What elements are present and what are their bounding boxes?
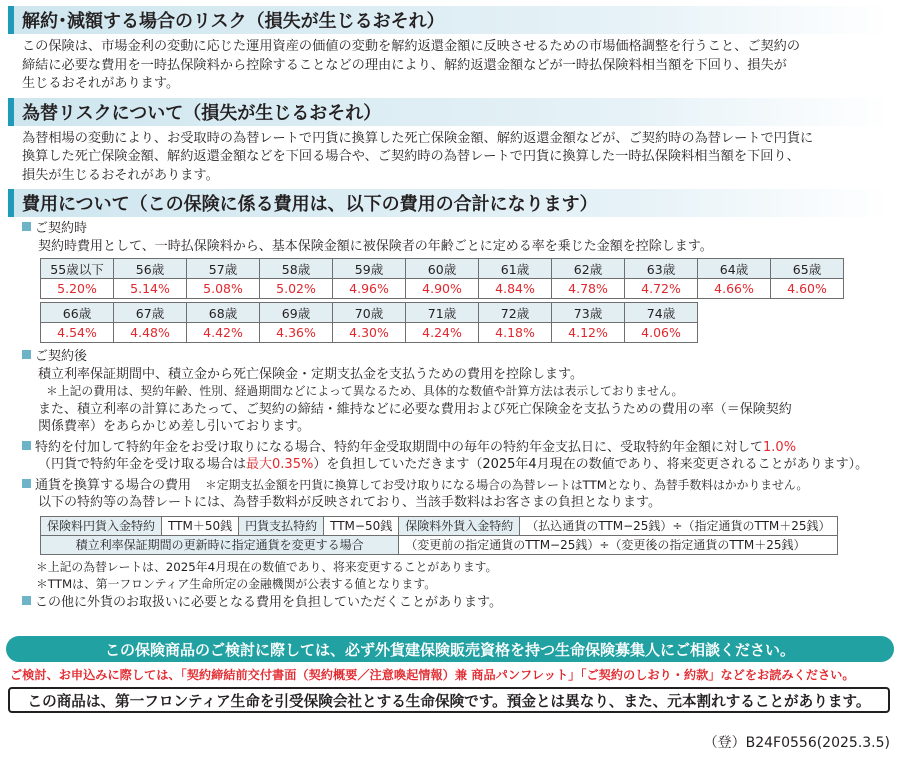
rate-cell: 4.12% xyxy=(552,323,625,343)
age-cell: 74歳 xyxy=(625,303,698,323)
rate-cell: 5.08% xyxy=(187,279,260,299)
text-segment: 特約を付加して特約年金をお受け取りになる場合、特約年金受取期間中の毎年の特約年金支払日に、受取特約年金額に対して xyxy=(35,439,764,455)
age-cell: 70歳 xyxy=(333,303,406,323)
fx-cell-value: （払込通貨のTTM−25銭）÷（指定通貨のTTM＋25銭） xyxy=(520,516,837,535)
rate-cell: 4.72% xyxy=(625,279,698,299)
age-rate-table-1 xyxy=(40,258,844,299)
text-line: 生じるおそれがあります。 xyxy=(22,76,180,91)
text-line: 関係費率）をあらかじめ差し引いております。 xyxy=(38,419,310,434)
square-bullet-icon xyxy=(22,596,31,605)
subheading: 通貨を換算する場合の費用 xyxy=(35,477,192,493)
age-cell: 68歳 xyxy=(187,303,260,323)
age-cell: 57歳 xyxy=(187,259,260,279)
rate-value: 最大0.35% xyxy=(246,457,314,472)
rate-cell: 4.36% xyxy=(260,323,333,343)
currency-cost-block xyxy=(22,477,886,512)
age-cell: 59歳 xyxy=(333,259,406,279)
fx-fee-table xyxy=(40,516,838,555)
section-heading xyxy=(8,6,892,34)
text-line: 契約時費用として、一時払保険料から、基本保険金額に被保険者の年齢ごとに定める率を乗じた金額を控除します。 xyxy=(38,238,713,254)
age-cell: 62歳 xyxy=(552,259,625,279)
consultation-banner xyxy=(6,636,894,662)
age-cell: 58歳 xyxy=(260,259,333,279)
age-cell: 60歳 xyxy=(406,259,479,279)
age-cell: 55歳以下 xyxy=(41,259,114,279)
fx-cell-value: （変更前の指定通貨のTTM−25銭）÷（変更後の指定通貨のTTM＋25銭） xyxy=(399,535,837,554)
text-line: 締結に必要な費用を一時払保険料から控除することなどの理由により、解約返還金額などが一時払保険料相当額を下回り、損失が xyxy=(22,57,787,73)
note-line: ＊上記の費用は、契約年齢、性別、経過期間などによって異なるため、具体的な数値や計算方法は表示しておりません。 xyxy=(46,384,684,398)
registration-code: （登）B24F0556(2025.3.5) xyxy=(703,735,890,751)
square-bullet-icon xyxy=(22,350,31,359)
note-line: ＊定期支払金額を円貨に換算してお受け取りになる場合の為替レートはTTMとなり、為替手数料はかかりません。 xyxy=(205,477,809,492)
rate-value: 1.0% xyxy=(763,439,797,455)
section-heading xyxy=(8,189,892,217)
heading-text: 費用について（この保険に係る費用は、以下の費用の合計になります） xyxy=(22,194,598,215)
rate-cell: 4.54% xyxy=(41,323,114,343)
paragraph xyxy=(22,38,886,94)
text-segment: ）を負担していただきます（2025年4月現在の数値であり、将来変更されることがあります）。 xyxy=(313,457,869,472)
rate-cell: 4.96% xyxy=(333,279,406,299)
after-contract-block xyxy=(22,348,886,436)
age-cell: 56歳 xyxy=(114,259,187,279)
age-cell: 63歳 xyxy=(625,259,698,279)
text-line: この保険は、市場金利の変動に応じた運用資産の価値の変動を解約返還金額に反映させるための市場価格調整を行うこと、ご契約の xyxy=(22,39,801,54)
text-segment: （円貨で特約年金を受け取る場合は xyxy=(38,457,247,472)
section-surrender-risk xyxy=(0,0,900,94)
rate-cell: 4.48% xyxy=(114,323,187,343)
banner-text: この保険商品のご検討に際しては、必ず外貨建保険販売資格を持つ生命保険募集人にご相談ください。 xyxy=(104,640,795,659)
text-line: この他に外貨のお取扱いに必要となる費用を負担していただくことがあります。 xyxy=(35,594,502,610)
fx-cell-label: 保険料外貨入金特約 xyxy=(399,516,520,535)
rate-cell: 4.24% xyxy=(406,323,479,343)
read-documents-warning: ご検討、お申込みに際しては、「契約締結前交付書面（契約概要／注意喚起情報）兼 商品パンフレット」「ご契約のしおり・約款」などをお読みください。 xyxy=(10,668,855,682)
text-line: 為替相場の変動により、お受取時の為替レートで円貨に換算した死亡保険金額、解約返還金額などが、ご契約時の為替レートで円貨に xyxy=(22,130,814,146)
text-line: 積立利率保証期間中、積立金から死亡保険金・定期支払金を支払うための費用を控除します。 xyxy=(38,366,583,382)
age-cell: 71歳 xyxy=(406,303,479,323)
section-heading xyxy=(8,98,892,126)
age-cell: 69歳 xyxy=(260,303,333,323)
age-cell: 65歳 xyxy=(771,259,844,279)
fx-notes xyxy=(22,559,886,612)
age-cell: 67歳 xyxy=(114,303,187,323)
square-bullet-icon xyxy=(22,479,31,488)
rate-cell: 4.30% xyxy=(333,323,406,343)
square-bullet-icon xyxy=(22,441,31,450)
section-costs xyxy=(0,189,900,611)
text-line: また、積立利率の計算にあたって、ご契約の締結・維持などに必要な費用および死亡保険金を支払うための費用の率（＝保険契約 xyxy=(38,401,792,417)
fx-cell-value: TTM＋50銭 xyxy=(162,516,239,535)
rate-cell: 4.60% xyxy=(771,279,844,299)
rate-cell: 5.02% xyxy=(260,279,333,299)
rate-cell: 4.06% xyxy=(625,323,698,343)
age-cell: 72歳 xyxy=(479,303,552,323)
fx-cell-label: 積立利率保証期間の更新時に指定通貨を変更する場合 xyxy=(41,535,399,554)
at-contract-block xyxy=(22,220,886,255)
heading-text: 解約･減額する場合のリスク（損失が生じるおそれ） xyxy=(22,11,445,32)
text-line: 損失が生じるおそれがあります。 xyxy=(22,167,219,183)
rate-cell: 4.66% xyxy=(698,279,771,299)
rate-cell: 4.90% xyxy=(406,279,479,299)
rate-cell: 4.84% xyxy=(479,279,552,299)
paragraph xyxy=(22,130,886,186)
rate-cell: 4.78% xyxy=(552,279,625,299)
age-cell: 64歳 xyxy=(698,259,771,279)
disclaimer-text: この商品は、第一フロンティア生命を引受保険会社とする生命保険です。預金とは異なり、また、元本割れすることがあります。 xyxy=(27,692,871,710)
subheading: ご契約時 xyxy=(35,221,88,236)
age-cell: 61歳 xyxy=(479,259,552,279)
subheading: ご契約後 xyxy=(35,349,88,364)
rate-cell: 4.42% xyxy=(187,323,260,343)
product-disclaimer xyxy=(8,687,890,713)
fx-cell-label: 円貨支払特約 xyxy=(239,516,324,535)
age-rate-table-2 xyxy=(40,302,698,343)
rate-cell: 5.14% xyxy=(114,279,187,299)
text-line: 換算した死亡保険金額、解約返還金額などを下回る場合や、ご契約時の為替レートで円貨に換算した一時払保険料相当額を下回り、 xyxy=(22,149,800,164)
section-fx-risk xyxy=(0,98,900,186)
age-cell: 73歳 xyxy=(552,303,625,323)
age-cell: 66歳 xyxy=(41,303,114,323)
fx-cell-value: TTM−50銭 xyxy=(324,516,399,535)
rate-cell: 5.20% xyxy=(41,279,114,299)
fx-cell-label: 保険料円貨入金特約 xyxy=(41,516,162,535)
rate-cell: 4.18% xyxy=(479,323,552,343)
text-line: 以下の特約等の為替レートには、為替手数料が反映されており、当該手数料はお客さまの負担となります。 xyxy=(38,495,661,510)
rider-cost-block xyxy=(22,439,886,474)
heading-text: 為替リスクについて（損失が生じるおそれ） xyxy=(22,102,382,124)
square-bullet-icon xyxy=(22,222,31,231)
note-line: ＊上記の為替レートは、2025年4月現在の数値であり、将来変更することがあります。 xyxy=(36,559,498,574)
note-line: ＊TTMは、第一フロンティア生命所定の金融機関が公表する値となります。 xyxy=(36,577,436,591)
